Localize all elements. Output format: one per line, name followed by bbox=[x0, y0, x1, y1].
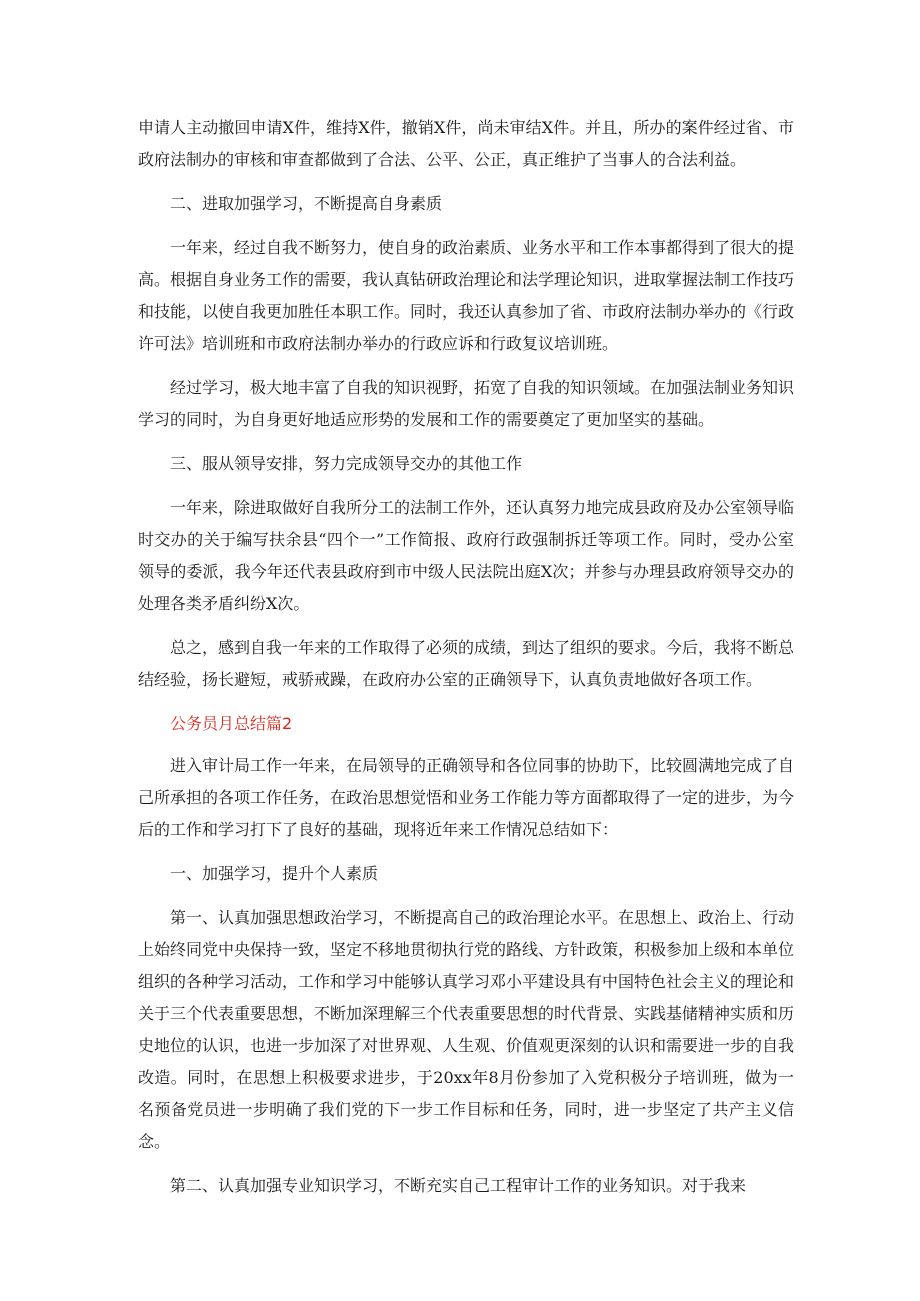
paragraph: 一年来，除进取做好自我所分工的法制工作外，还认真努力地完成县政府及办公室领导临时交办的关于编写扶余县“四个一”工作简报、政府行政强制拆迁等项工作。同时，受办公室领导的委派，我今年还代表县政府到市中级人民法院出庭X次；并参与办理县政府领导交办的处理各类矛盾纠纷X次。 bbox=[138, 498, 795, 613]
section-heading-1: 一、加强学习，提升个人素质 bbox=[170, 864, 379, 883]
paragraph: 进入审计局工作一年来，在局领导的正确领导和各位同事的协助下，比较圆满地完成了自己所承担的各项工作任务，在政治思想觉悟和业务工作能力等方面都取得了一定的进步，为今后的工作和学习打下了良好的基础，现将近年来工作情况总结如下： bbox=[138, 756, 795, 839]
paragraph: 经过学习，极大地丰富了自我的知识视野，拓宽了自我的知识领域。在加强法制业务知识学习的同时，为自身更好地适应形势的发展和工作的需要奠定了更加坚实的基础。 bbox=[138, 378, 795, 429]
paragraph: 一年来，经过自我不断努力，使自身的政治素质、业务水平和工作本事都得到了很大的提高。根据自身业务工作的需要，我认真钻研政治理论和法学理论知识，进取掌握法制工作技巧和技能，以使自我更加胜任本职工作。同时，我还认真参加了省、市政府法制办举办的《行政许可法》培训班和市政府法制办举办的行政应诉和行政复议培训班。 bbox=[138, 238, 795, 353]
paragraph: 第二、认真加强专业知识学习，不断充实自己工程审计工作的业务知识。对于我来 bbox=[170, 1176, 747, 1195]
article-title: 公务员月总结篇2 bbox=[170, 714, 293, 733]
section-heading-3: 三、服从领导安排，努力完成领导交办的其他工作 bbox=[170, 454, 523, 473]
document-page bbox=[138, 112, 794, 1214]
paragraph-continuation: 申请人主动撤回申请X件，维持X件，撤销X件，尚未审结X件。并且，所办的案件经过省、市政府法制办的审核和审查都做到了合法、公平、公正，真正维护了当事人的合法利益。 bbox=[138, 118, 794, 169]
paragraph: 第一、认真加强思想政治学习，不断提高自己的政治理论水平。在思想上、政治上、行动上始终同党中央保持一致，坚定不移地贯彻执行党的路线、方针政策，积极参加上级和本单位组织的各种学习活动，工作和学习中能够认真学习邓小平建设具有中国特色社会主义的理论和关于三个代表重要思想，不断加深理解三个代表重要思想的时代背景、实践基储精神实质和历史地位的认识，也进一步加深了对世界观、人生观、价值观更深刻的认识和需要进一步的自我改造。同时，在思想上积极要求进步，于20xx年8月份参加了入党积极分子培训班，做为一名预备党员进一步明确了我们党的下一步工作目标和任务，同时，进一步坚定了共产主义信念。 bbox=[138, 908, 795, 1151]
paragraph: 总之，感到自我一年来的工作取得了必须的成绩，到达了组织的要求。今后，我将不断总结经验，扬长避短，戒骄戒躁，在政府办公室的正确领导下，认真负责地做好各项工作。 bbox=[138, 638, 795, 689]
section-heading-2: 二、进取加强学习，不断提高自身素质 bbox=[170, 194, 443, 213]
